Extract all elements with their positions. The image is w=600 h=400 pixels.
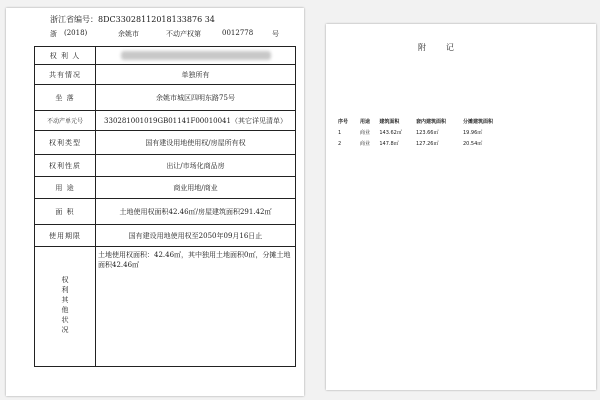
other-status-value: 土地使用权面积：42.46㎡，其中独用土地面积0㎡，分摊土地面积42.46㎡ xyxy=(96,247,296,367)
annex-cell: 20.54㎡ xyxy=(462,141,483,147)
annex-cell: 商业 xyxy=(360,141,371,147)
cert-year: (2018) xyxy=(64,29,88,37)
usage-value: 商业用地/商业 xyxy=(96,177,296,199)
register-row xyxy=(35,225,296,247)
term-value: 国有建设用地使用权至2050年09月16日止 xyxy=(96,225,296,247)
unit-number-label: 不动产单元号 xyxy=(35,111,96,131)
annex-row xyxy=(336,127,508,138)
right-nature-label: 权利性质 xyxy=(35,155,96,177)
cert-number: 0012778 xyxy=(222,29,254,37)
annex-col-header: 套内建筑面积 xyxy=(415,119,446,125)
province-number-label: 浙江省编号： xyxy=(50,15,98,24)
area-label: 面 积 xyxy=(35,199,96,225)
usage-label: 用 途 xyxy=(35,177,96,199)
annex-cell: 商业 xyxy=(360,130,371,136)
annex-table xyxy=(336,116,508,149)
certificate-register-page xyxy=(6,8,304,396)
owner-value-redacted xyxy=(96,47,296,65)
other-status-label: 权利其他状况 xyxy=(61,275,69,336)
annex-row xyxy=(336,138,508,149)
annex-cell: 123.66㎡ xyxy=(415,130,439,136)
annex-cell: 147.8㎡ xyxy=(379,141,399,147)
right-type-label: 权利类型 xyxy=(35,131,96,155)
register-row xyxy=(35,155,296,177)
register-row xyxy=(35,111,296,131)
annex-cell: 143.62㎡ xyxy=(379,130,402,136)
other-status-label-cell xyxy=(35,247,96,367)
cert-type: 不动产权第 xyxy=(166,30,201,38)
annex-cell: 1 xyxy=(338,129,342,136)
annex-col-header: 序号 xyxy=(338,119,349,125)
right-type-value: 国有建设用地使用权/房屋所有权 xyxy=(96,131,296,155)
ownership-label: 共有情况 xyxy=(35,65,96,85)
annex-header-row xyxy=(336,116,508,127)
province-number-line xyxy=(50,14,215,25)
location-value: 余姚市城区四明东路75号 xyxy=(96,85,296,111)
annex-col-header: 用途 xyxy=(360,119,371,125)
unit-number-value: 330281001019GB01141F00010041（其它详见清单） xyxy=(96,111,296,131)
register-row xyxy=(35,199,296,225)
ownership-value: 单独所有 xyxy=(96,65,296,85)
cert-city: 余姚市 xyxy=(118,30,139,38)
annex-title: 附记 xyxy=(418,43,474,52)
annex-cell: 127.26㎡ xyxy=(415,141,439,147)
register-row xyxy=(35,65,296,85)
register-table xyxy=(34,46,296,367)
location-label: 坐 落 xyxy=(35,85,96,111)
cert-suffix: 号 xyxy=(272,30,279,38)
annex-col-header: 分摊建筑面积 xyxy=(462,119,493,125)
cert-prefix: 浙 xyxy=(50,30,57,38)
annex-page xyxy=(326,24,596,390)
area-value: 土地使用权面积42.46㎡/房屋建筑面积291.42㎡ xyxy=(96,199,296,225)
province-number: 8DC33028112018133876 34 xyxy=(98,15,215,24)
term-label: 使用期限 xyxy=(35,225,96,247)
right-nature-value: 出让/市场化商品房 xyxy=(96,155,296,177)
annex-cell: 2 xyxy=(338,140,342,147)
register-row xyxy=(35,85,296,111)
register-row-owner xyxy=(35,47,296,65)
redaction-blur xyxy=(121,51,271,60)
annex-cell: 19.96㎡ xyxy=(462,130,483,136)
register-row-other xyxy=(35,247,296,367)
register-row xyxy=(35,131,296,155)
owner-label: 权 利 人 xyxy=(35,47,96,65)
register-row xyxy=(35,177,296,199)
annex-col-header: 建筑面积 xyxy=(379,119,400,125)
